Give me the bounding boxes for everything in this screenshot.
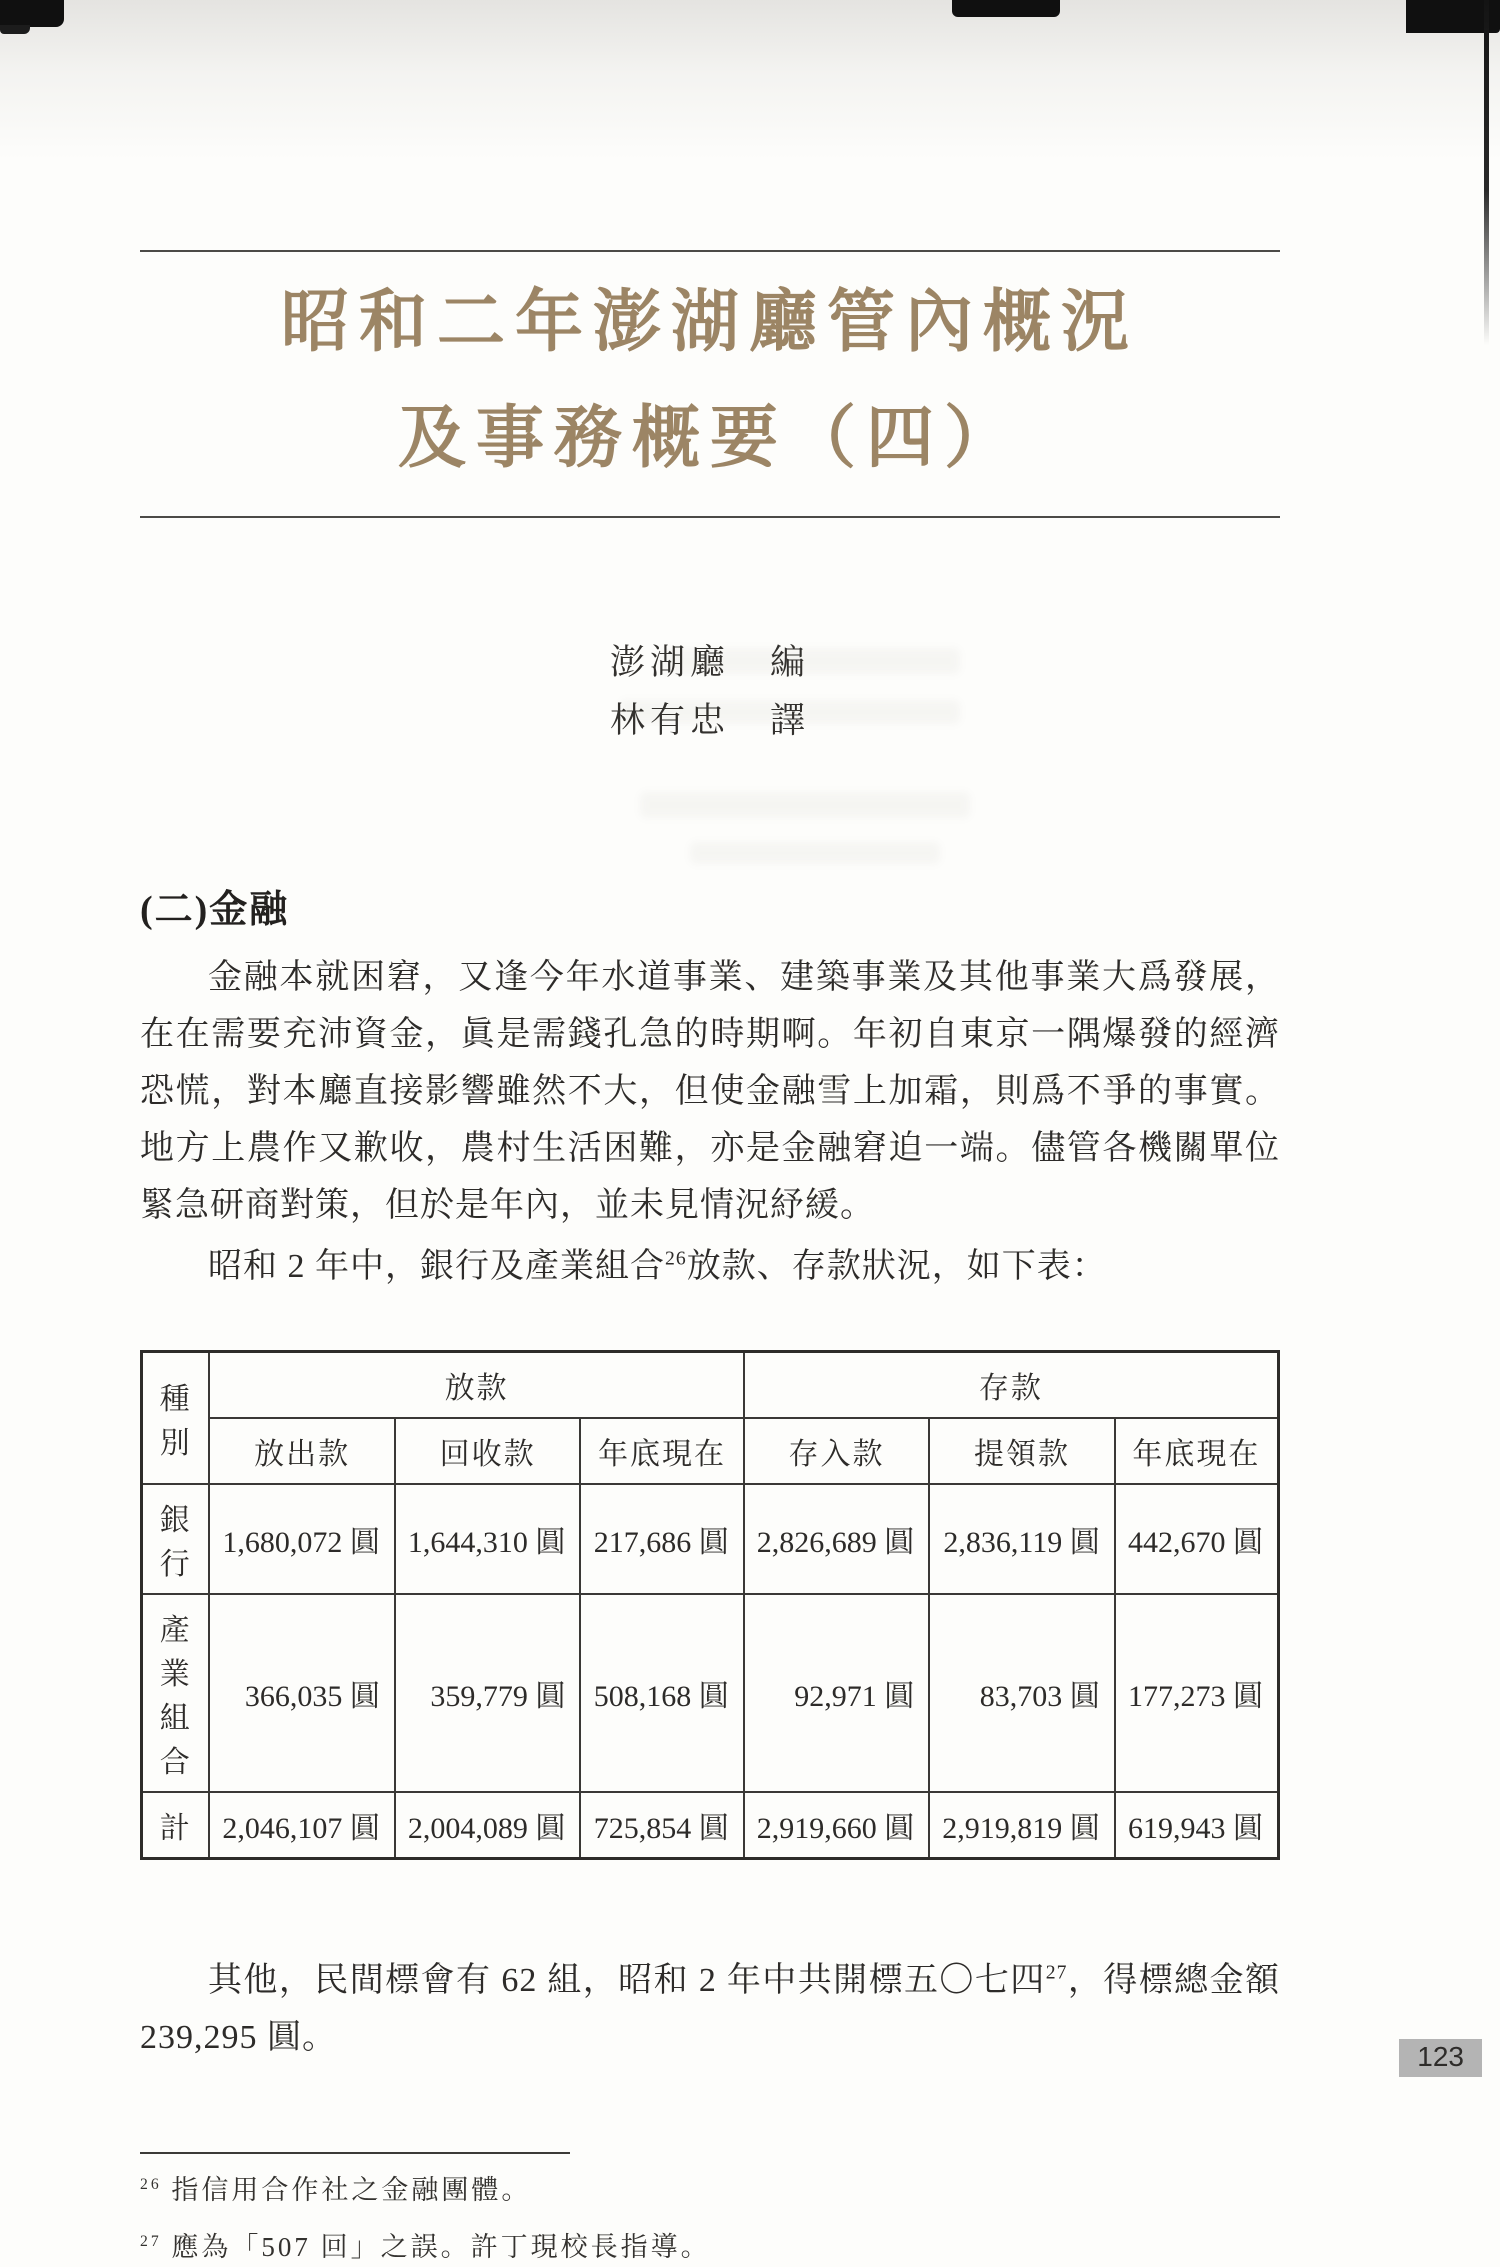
section-heading: (二)金融 (140, 888, 290, 931)
table-row-bank (142, 1484, 1279, 1594)
title-block (140, 250, 1280, 518)
cell: 359,779 圓 (395, 1594, 581, 1792)
finance-table (140, 1350, 1280, 1860)
cell: 2,919,660 圓 (744, 1792, 930, 1859)
cell: 92,971 圓 (744, 1594, 930, 1792)
table-header-deposits-in: 存入款 (744, 1418, 930, 1484)
byline-editor: 澎湖廳 編 (609, 643, 810, 682)
cell: 217,686 圓 (580, 1484, 743, 1594)
page-title-line2: 及事務概要（四） (397, 400, 1022, 476)
table-header-deposits-out: 提領款 (929, 1418, 1115, 1484)
row-label: 計 (142, 1792, 210, 1859)
cell: 1,680,072 圓 (209, 1484, 395, 1594)
title-rule-bottom (140, 516, 1280, 518)
table-header-loans-out: 放出款 (209, 1418, 395, 1484)
cell: 442,670 圓 (1115, 1484, 1279, 1594)
cell: 508,168 圓 (580, 1594, 743, 1792)
byline (140, 634, 1280, 750)
cell: 83,703 圓 (929, 1594, 1115, 1792)
page-content (140, 0, 1280, 2267)
table-header-loans-recovered: 回收款 (395, 1418, 581, 1484)
page-number-badge (1399, 2039, 1482, 2077)
row-label: 產業組合 (142, 1594, 210, 1792)
paragraph-table-intro-text-after: 放款、存款狀況，如下表： (686, 1248, 1107, 1286)
paragraph-finance: 金融本就困窘，又逢今年水道事業、建築事業及其他事業大爲發展，在在需要充沛資金，眞是需錢孔急的時期啊。年初自東京一隅爆發的經濟恐慌，對本廳直接影響雖然不大，但使金融雪上加霜，則爲不爭的事實。地方上農作又歉收，農村生活困難，亦是金融窘迫一端。儘管各機關單位緊急研商對策，但於是年內，並未見情況紓緩。 (140, 958, 1280, 1224)
paragraph-table-intro-text: 昭和 2 年中，銀行及產業組合 (208, 1248, 665, 1286)
row-label: 銀行 (142, 1484, 210, 1594)
table-header-category: 種別 (142, 1352, 210, 1485)
footnote-27-number: 27 (140, 2232, 162, 2250)
footnote-27-text: 應為「507 回」之誤。許丁現校長指導。 (171, 2231, 711, 2262)
footnote-ref-27: 27 (1045, 1961, 1068, 1984)
footnote-26 (140, 2170, 1280, 2211)
table-row-total (142, 1792, 1279, 1859)
cell: 2,004,089 圓 (395, 1792, 581, 1859)
scan-artifact-top-left (0, 0, 64, 27)
cell: 2,826,689 圓 (744, 1484, 930, 1594)
paragraph-other-text: 其他，民間標會有 62 組，昭和 2 年中共開標五〇七四 (208, 1962, 1046, 2000)
page-title-line1: 昭和二年澎湖廳管內概況 (280, 284, 1139, 360)
cell: 725,854 圓 (580, 1792, 743, 1859)
footnote-ref-26: 26 (665, 1247, 687, 1270)
table-header-group-row (142, 1352, 1279, 1419)
scan-artifact-top-left-2 (0, 25, 30, 34)
title-rule-top (140, 250, 1280, 252)
paragraph-table-intro (140, 1238, 1280, 1295)
paragraph-other-associations (140, 1952, 1280, 2066)
footnote-divider (140, 2152, 570, 2154)
footnote-26-number: 26 (140, 2176, 162, 2194)
cell: 366,035 圓 (209, 1594, 395, 1792)
cell: 177,273 圓 (1115, 1594, 1279, 1792)
footnote-26-text: 指信用合作社之金融團體。 (171, 2175, 532, 2206)
table-header-sub-row (142, 1418, 1279, 1484)
cell: 1,644,310 圓 (395, 1484, 581, 1594)
cell: 2,836,119 圓 (929, 1484, 1115, 1594)
cell: 2,919,819 圓 (929, 1792, 1115, 1859)
footnote-27 (140, 2227, 1280, 2267)
cell: 2,046,107 圓 (209, 1792, 395, 1859)
paragraph-other-text-after: ，得標總金額 239,295 圓。 (140, 1962, 1281, 2057)
byline-translator: 林有忠 譯 (609, 700, 810, 740)
table-header-deposits-group: 存款 (744, 1352, 1279, 1419)
table-header-deposits-yearend: 年底現在 (1115, 1418, 1279, 1484)
table-header-loans-group: 放款 (209, 1352, 743, 1419)
table-header-loans-yearend: 年底現在 (580, 1418, 743, 1484)
page-number: 123 (1417, 2041, 1464, 2072)
cell: 619,943 圓 (1115, 1792, 1279, 1859)
scan-edge-line (1484, 0, 1489, 345)
table-row-industrial-association (142, 1594, 1279, 1792)
